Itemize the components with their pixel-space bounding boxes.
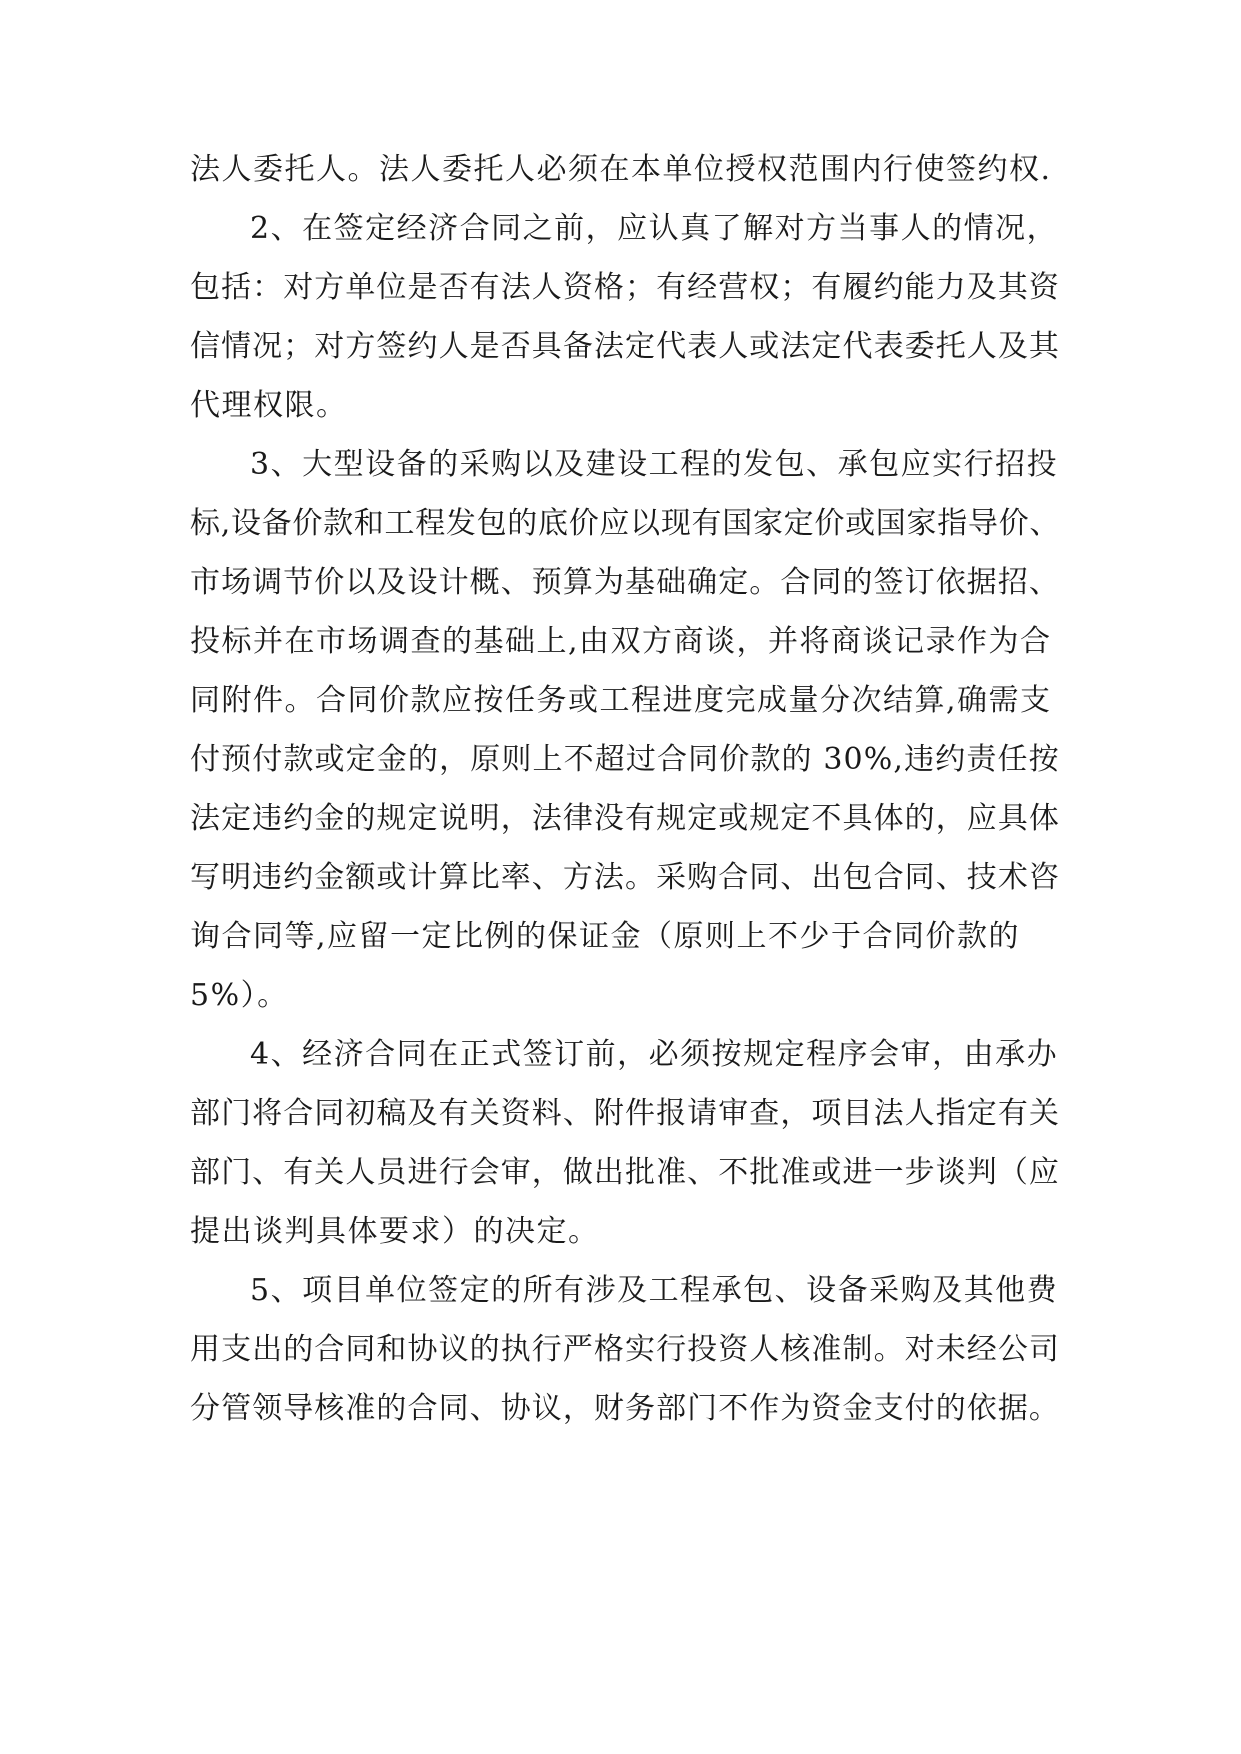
text-line: 法人委托人。法人委托人必须在本单位授权范围内行使签约权. — [190, 152, 1052, 187]
text-line: 用支出的合同和协议的执行严格实行投资人核准制。对未经公司 — [190, 1332, 1060, 1367]
text-line: 写明违约金额或计算比率、方法。采购合同、出包合同、技术咨 — [190, 860, 1060, 895]
text-line: 付预付款或定金的，原则上不超过合同价款的 30%,违约责任按 — [190, 742, 1060, 777]
text-line: 3、大型设备的采购以及建设工程的发包、承包应实行招投 — [250, 447, 1059, 482]
text-line: 5%）。 — [190, 978, 289, 1013]
text-line: 市场调节价以及设计概、预算为基础确定。合同的签订依据招、 — [190, 565, 1060, 600]
text-line: 分管领导核准的合同、协议，财务部门不作为资金支付的依据。 — [190, 1391, 1060, 1426]
text-line: 信情况；对方签约人是否具备法定代表人或法定代表委托人及其 — [190, 329, 1060, 364]
text-line: 部门、有关人员进行会审，做出批准、不批准或进一步谈判（应 — [190, 1155, 1060, 1190]
text-line: 部门将合同初稿及有关资料、附件报请审查，项目法人指定有关 — [190, 1096, 1060, 1131]
text-line: 代理权限。 — [190, 388, 348, 423]
text-line: 标,设备价款和工程发包的底价应以现有国家定价或国家指导价、 — [190, 506, 1061, 541]
text-line: 询合同等,应留一定比例的保证金（原则上不少于合同价款的 — [190, 919, 1021, 954]
text-line: 5、项目单位签定的所有涉及工程承包、设备采购及其他费 — [250, 1273, 1059, 1308]
text-line: 4、经济合同在正式签订前，必须按规定程序会审，由承办 — [250, 1037, 1059, 1072]
text-line: 提出谈判具体要求）的决定。 — [190, 1214, 600, 1249]
text-line: 同附件。合同价款应按任务或工程进度完成量分次结算,确需支 — [190, 683, 1052, 718]
text-line: 2、在签定经济合同之前，应认真了解对方当事人的情况， — [250, 211, 1059, 246]
text-line: 法定违约金的规定说明，法律没有规定或规定不具体的，应具体 — [190, 801, 1060, 836]
text-line: 包括：对方单位是否有法人资格；有经营权；有履约能力及其资 — [190, 270, 1060, 305]
text-line: 投标并在市场调查的基础上,由双方商谈，并将商谈记录作为合 — [190, 624, 1052, 659]
